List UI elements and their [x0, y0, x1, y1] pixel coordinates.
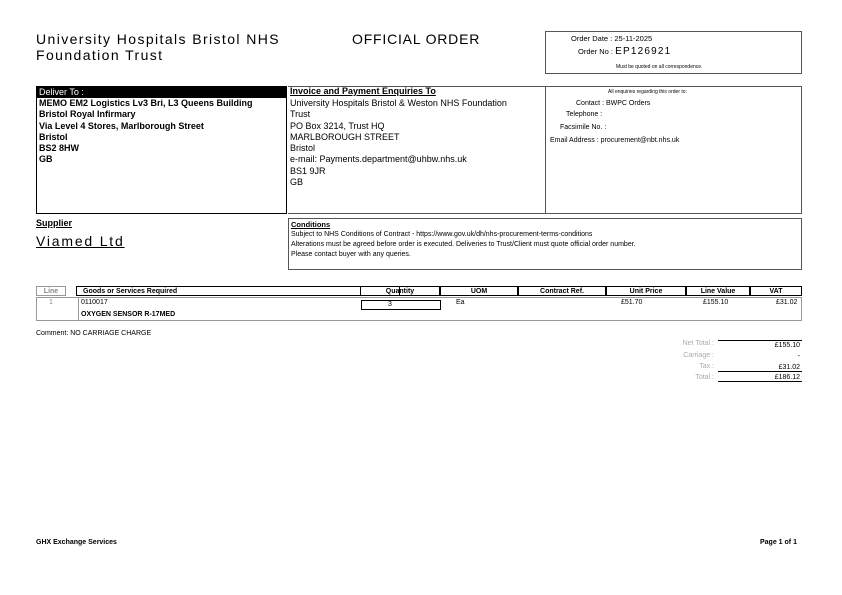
order-number [578, 46, 671, 57]
column-header-line-value: Line Value [686, 286, 750, 296]
invoice-address-line: GB [290, 177, 304, 188]
row-divider [78, 298, 79, 320]
column-header-contract-ref: Contract Ref. [518, 286, 606, 296]
invoice-address-line: PO Box 3214, Trust HQ [290, 120, 385, 131]
column-header-quantity: Quantity [360, 286, 440, 296]
order-date-value: 25-11-2025 [614, 34, 653, 43]
total-label: Total : [695, 374, 714, 381]
document-title: OFFICIAL ORDER [352, 31, 481, 47]
organisation-name-line1: University Hospitals Bristol NHS [36, 31, 280, 47]
row-unit-price: £51.70 [621, 299, 643, 306]
table-row [36, 297, 802, 321]
quantity-cell-border [361, 300, 441, 310]
invoice-address-line: Trust [290, 109, 311, 120]
email-label: Email Address : [550, 137, 599, 144]
footer-service-name: GHX Exchange Services [36, 539, 117, 546]
deliver-address-line: Via Level 4 Stores, Marlborough Street [39, 120, 204, 131]
invoice-heading: Invoice and Payment Enquiries To [290, 86, 436, 96]
column-header-goods: Goods or Services Required [76, 286, 400, 296]
order-comment: Comment: NO CARRIAGE CHARGE [36, 330, 152, 337]
deliver-address-line: Bristol [39, 131, 68, 142]
order-number-label: Order No : [578, 47, 614, 56]
column-header-uom: UOM [440, 286, 518, 296]
order-date-label: Order Date : [571, 34, 613, 43]
row-line-number: 1 [49, 299, 53, 306]
address-block-border [288, 86, 802, 214]
tax-label: Tax : [699, 363, 714, 370]
row-uom: Ea [456, 299, 465, 306]
organisation-name-line2: Foundation Trust [36, 47, 164, 63]
order-lines-header [36, 286, 802, 296]
conditions-box [288, 218, 802, 270]
page-number: Page 1 of 1 [760, 539, 797, 546]
invoice-address-line: Bristol [290, 143, 316, 154]
conditions-heading: Conditions [291, 220, 331, 229]
invoice-address-line: University Hospitals Bristol & Weston NHS Foundation [290, 98, 507, 108]
deliver-address-line: Bristol Royal Infirmary [39, 109, 136, 120]
enquiries-note: All enquiries regarding this order to: [608, 89, 687, 95]
deliver-address-line: GB [39, 154, 53, 165]
conditions-text [291, 230, 636, 260]
column-header-unit-price: Unit Price [606, 286, 686, 296]
order-number-value: EP126921 [615, 46, 672, 57]
invoice-address-line: BS1 9JR [290, 165, 326, 176]
column-header-vat: VAT [750, 286, 802, 296]
invoice-email-line: e-mail: Payments.department@uhbw.nhs.uk [290, 154, 467, 165]
fax-label: Facsimile No. : [560, 124, 607, 131]
order-date [571, 34, 652, 43]
deliver-address-line: MEMO EM2 Logistics Lv3 Bri, L3 Queens Building [39, 98, 253, 108]
contact-value: BWPC Orders [605, 100, 651, 107]
organisation-name [36, 31, 280, 63]
deliver-to-box [36, 86, 287, 214]
net-total-label: Net Total : [682, 340, 714, 347]
conditions-line: Please contact buyer with any queries. [291, 251, 411, 258]
invoice-address-line: MARLBOROUGH STREET [290, 131, 400, 142]
row-description: OXYGEN SENSOR R-17MED [81, 311, 176, 318]
carriage-value: - [797, 353, 800, 360]
order-info-box [545, 31, 802, 74]
row-product-code: 0110017 [81, 299, 108, 306]
net-total-value: £155.10 [718, 340, 802, 349]
telephone-label: Telephone : [566, 111, 603, 118]
contact-label: Contact : [576, 100, 605, 107]
deliver-address-line: BS2 8HW [39, 143, 80, 154]
supplier-name: Viamed Ltd [36, 233, 125, 249]
order-number-note: Must be quoted on all correspondence. [616, 64, 703, 70]
supplier-label: Supplier [36, 218, 73, 228]
carriage-label: Carriage : [683, 352, 714, 359]
deliver-to-address [39, 98, 253, 166]
column-header-line: Line [36, 286, 66, 296]
tax-value: £31.02 [718, 363, 802, 372]
row-line-value: £155.10 [703, 299, 729, 306]
email-value[interactable]: procurement@nbt.nhs.uk [600, 137, 680, 144]
deliver-to-heading: Deliver To : [37, 87, 286, 98]
total-value: £186.12 [718, 373, 802, 382]
conditions-line: Alterations must be agreed before order is executed. Deliveries to Trust/Client must quote official order number. [291, 241, 636, 248]
row-vat: £31.02 [776, 299, 798, 306]
conditions-line: Subject to NHS Conditions of Contract - https://www.gov.uk/dh/nhs-procurement-terms-conditions [291, 231, 593, 238]
row-quantity: 3 [388, 301, 392, 308]
